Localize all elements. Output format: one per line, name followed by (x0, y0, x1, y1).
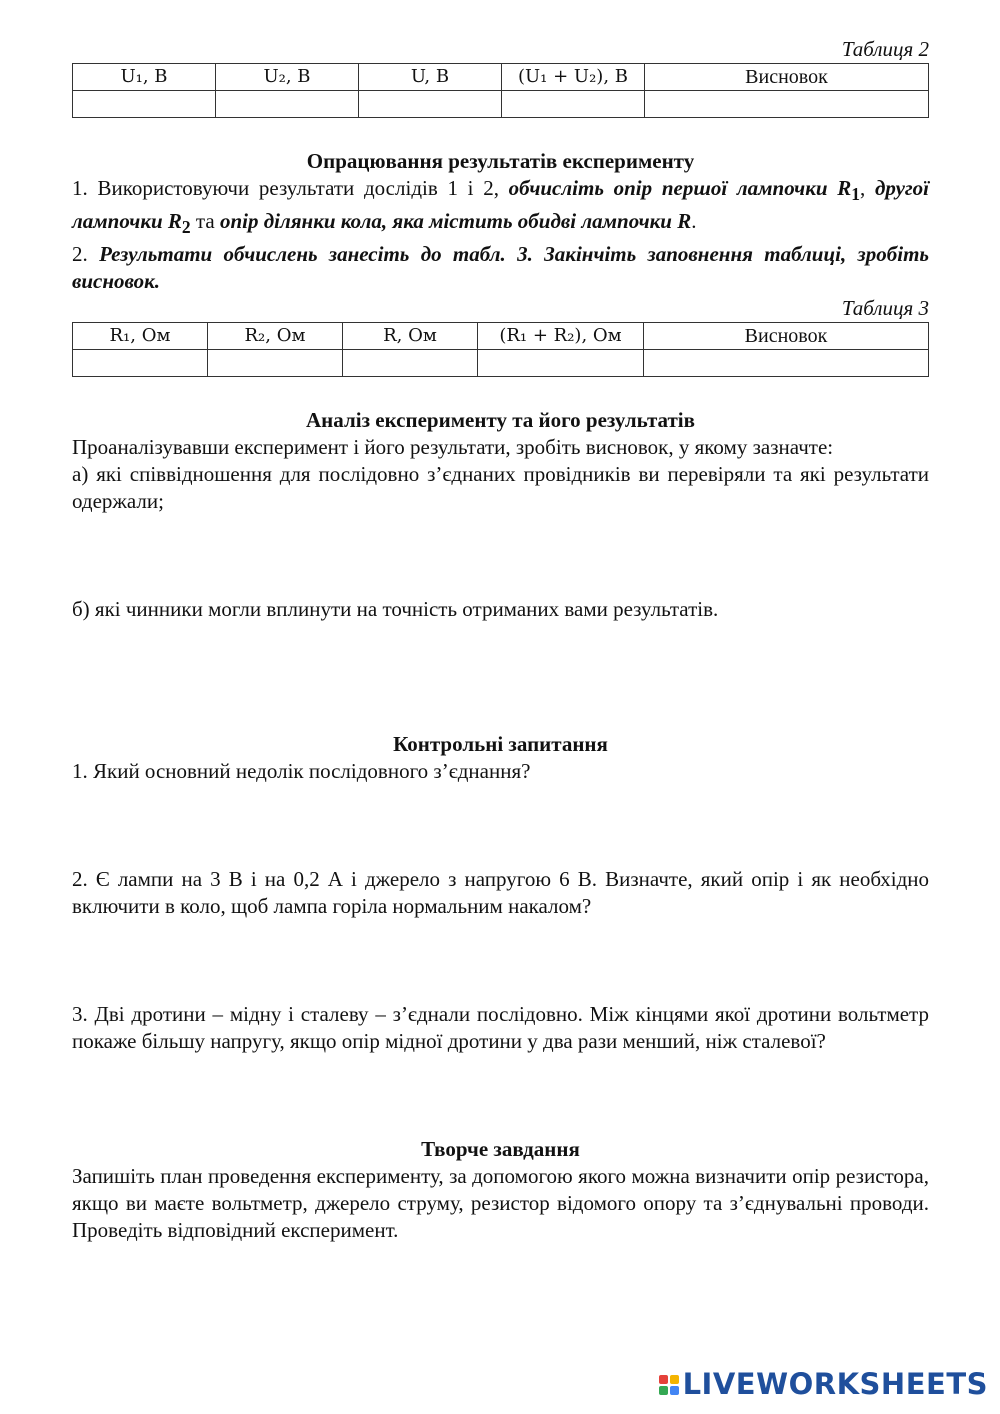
table3-cell-conclusion[interactable] (644, 350, 929, 377)
analysis-intro: Проаналізувавши експеримент і його результати, зробіть висновок, у якому зазначте: (72, 435, 834, 460)
p1-bold-3: опір ділянки кола, яка містить обидві лампочки (219, 209, 678, 234)
processing-paragraph-2 (72, 241, 929, 295)
table2-cell-conclusion[interactable] (645, 91, 929, 118)
p1-comma: , (859, 176, 866, 200)
r1-subscript: 1 (851, 184, 860, 205)
analysis-item-a: а) які співвідношення для послідовно з’єднаних провідників ви перевіряли та які результати одержали; (72, 462, 929, 514)
p2-bold: Результати обчислень занесіть до табл. 3. Закінчіть заповнення таблиці, зробіть висновок. (72, 242, 929, 294)
table3 (72, 322, 929, 377)
table2-header-conclusion: Висновок (645, 64, 929, 91)
table2-caption: Таблиця 2 (841, 37, 929, 61)
control-answer-2-space[interactable] (72, 920, 929, 1001)
table3-header-r2: R₂, Ом (208, 323, 343, 350)
table2-header-u: U, В (359, 64, 502, 91)
table2-header-u1: U₁, В (73, 64, 216, 91)
control-question-3: 3. Дві дротини – мідну і сталеву – з’єднали послідовно. Між кінцями якої дротини вольтметр покаже більшу напругу, якщо опір мідної дротини у два рази менший, ніж сталевої? (72, 1002, 929, 1054)
table3-header-conclusion: Висновок (644, 323, 929, 350)
control-question-2: 2. Є лампи на 3 В і на 0,2 А і джерело з напругою 6 В. Визначте, який опір і як необхідно включити в коло, щоб лампа горіла нормальним накалом? (72, 867, 929, 919)
logo-text: LIVEWORKSHEETS (682, 1367, 988, 1401)
liveworksheets-logo (659, 1367, 988, 1401)
control-answer-1-space[interactable] (72, 785, 929, 866)
control-answer-3-space[interactable] (72, 1055, 929, 1136)
table2-cell-u1[interactable] (73, 91, 216, 118)
table3-cell-sum[interactable] (478, 350, 644, 377)
table3-input-row (73, 350, 929, 377)
r-symbol: R (677, 209, 692, 234)
processing-title: Опрацювання результатів експерименту (306, 149, 695, 173)
creative-title: Творче завдання (421, 1137, 580, 1162)
p1-text: 1. Використовуючи результати дослідів 1 і 2, (72, 176, 509, 200)
table2-header-u2: U₂, В (216, 64, 359, 91)
control-title: Контрольні запитання (393, 732, 608, 757)
control-question-1: 1. Який основний недолік послідовного з’єднання? (72, 759, 531, 784)
creative-text: Запишіть план проведення експерименту, за допомогою якого можна визначити опір резистора, якщо ви маєте вольтметр, джерело струму, резистор відомого опору та з’єднувальні проводи. Проведіть відповідний експеримент. (72, 1164, 929, 1243)
analysis-answer-b-space[interactable] (72, 623, 929, 731)
table2-input-row (73, 91, 929, 118)
table3-cell-r[interactable] (343, 350, 478, 377)
analysis-item-b: б) які чинники могли вплинути на точність отриманих вами результатів. (72, 597, 719, 622)
table3-cell-r2[interactable] (208, 350, 343, 377)
table3-header-r1: R₁, Ом (73, 323, 208, 350)
analysis-answer-a-space[interactable] (72, 515, 929, 596)
p1-bold-1: обчисліть опір першої лампочки (508, 176, 838, 200)
r1-symbol: R (837, 176, 852, 200)
table2-cell-sum[interactable] (502, 91, 645, 118)
p1-and: та (190, 209, 220, 234)
table2 (72, 63, 929, 118)
table2-cell-u[interactable] (359, 91, 502, 118)
table2-header-sum: (U₁ + U₂), В (502, 64, 645, 91)
liveworksheets-logo-icon (659, 1375, 679, 1395)
table3-header-r: R, Ом (343, 323, 478, 350)
analysis-title: Аналіз експерименту та його результатів (306, 408, 695, 433)
r2-symbol: R (167, 209, 182, 234)
table3-caption: Таблиця 3 (841, 296, 929, 321)
worksheet-page (72, 36, 929, 1244)
table2-cell-u2[interactable] (216, 91, 359, 118)
table2-header-row (73, 64, 929, 91)
r2-subscript: 2 (181, 217, 191, 238)
p1-end: . (691, 209, 697, 234)
table3-header-sum: (R₁ + R₂), Ом (478, 323, 644, 350)
processing-paragraph-1 (72, 175, 929, 241)
p2-number: 2. (72, 242, 100, 267)
table3-cell-r1[interactable] (73, 350, 208, 377)
p1-bold-2: другої лампочки (72, 176, 929, 234)
table3-header-row (73, 323, 929, 350)
